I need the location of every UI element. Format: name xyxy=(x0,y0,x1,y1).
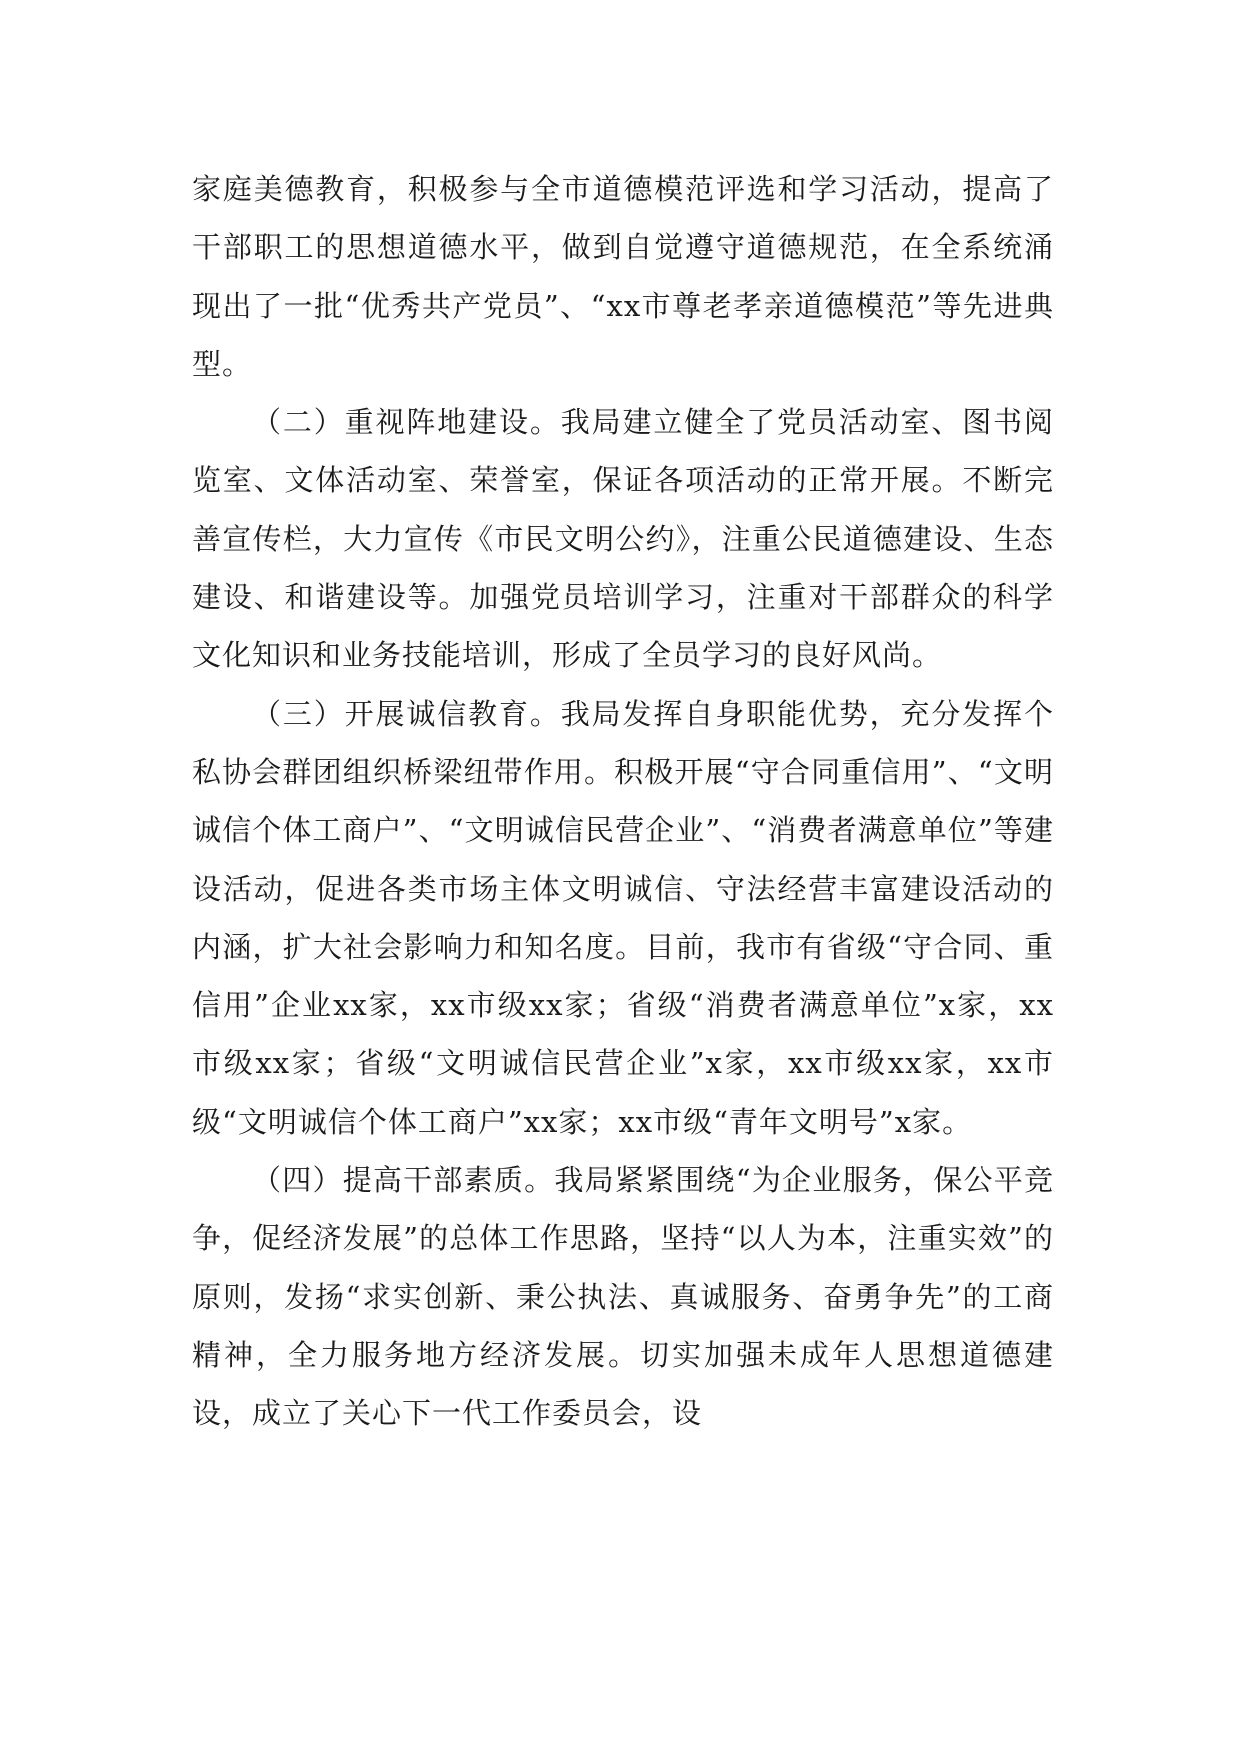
document-body xyxy=(192,160,1054,1443)
paragraph-section-4: （四）提高干部素质。我局紧紧围绕“为企业服务，保公平竞争，促经济发展”的总体工作思路，坚持“以人为本，注重实效”的原则，发扬“求实创新、秉公执法、真诚服务、奋勇争先”的工商精神，全力服务地方经济发展。切实加强未成年人思想道德建设，成立了关心下一代工作委员会，设 xyxy=(192,1163,1054,1431)
paragraph-continuation: 家庭美德教育，积极参与全市道德模范评选和学习活动，提高了干部职工的思想道德水平，做到自觉遵守道德规范，在全系统涌现出了一批“优秀共产党员”、“xx市尊老孝亲道德模范”等先进典型。 xyxy=(192,172,1054,381)
paragraph-section-3: （三）开展诚信教育。我局发挥自身职能优势，充分发挥个私协会群团组织桥梁纽带作用。积极开展“守合同重信用”、“文明诚信个体工商户”、“文明诚信民营企业”、“消费者满意单位”等建设活动，促进各类市场主体文明诚信、守法经营丰富建设活动的内涵，扩大社会影响力和知名度。目前，我市有省级“守合同、重信用”企业xx家，xx市级xx家；省级“消费者满意单位”x家，xx市级xx家；省级“文明诚信民营企业”x家，xx市级xx家，xx市级“文明诚信个体工商户”xx家；xx市级“青年文明号”x家。 xyxy=(192,696,1054,1139)
paragraph-section-2: （二）重视阵地建设。我局建立健全了党员活动室、图书阅览室、文体活动室、荣誉室，保证各项活动的正常开展。不断完善宣传栏，大力宣传《市民文明公约》，注重公民道德建设、生态建设、和谐建设等。加强党员培训学习，注重对干部群众的科学文化知识和业务技能培训，形成了全员学习的良好风尚。 xyxy=(192,405,1054,673)
